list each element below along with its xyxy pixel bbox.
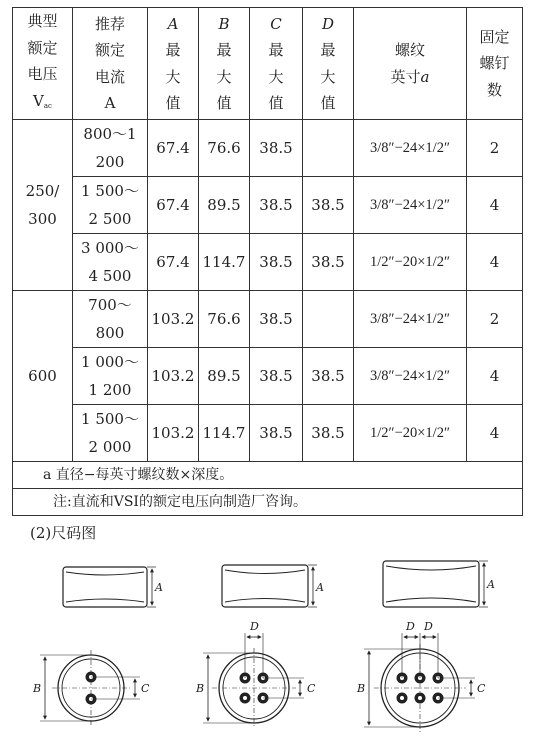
- label-b-2: B: [196, 682, 205, 695]
- header-col-a: A 最 大 值: [148, 8, 199, 120]
- thread-cell: 3/8″−24×1/2″: [354, 177, 467, 234]
- a-cell: 67.4: [148, 120, 199, 177]
- header-col-c: C 最 大 值: [250, 8, 303, 120]
- d-cell: 38.5: [303, 348, 354, 405]
- current-cell: 700～ 800: [73, 291, 148, 348]
- a-cell: 103.2: [148, 348, 199, 405]
- c-cell: 38.5: [250, 291, 303, 348]
- voltage-cell: 250/ 300: [13, 120, 73, 291]
- d-cell: 38.5: [303, 234, 354, 291]
- current-cell: 1 000～ 1 200: [73, 348, 148, 405]
- header-row: [13, 8, 523, 120]
- a-cell: 103.2: [148, 291, 199, 348]
- screws-cell: 2: [467, 291, 523, 348]
- label-a-2: A: [316, 581, 324, 594]
- top-view-2: [203, 633, 304, 728]
- section-title: (2)尺码图: [30, 524, 97, 542]
- header-current: 推荐 额定 电流 A: [73, 8, 148, 120]
- label-c-3: C: [477, 682, 486, 695]
- top-view-1: [40, 650, 140, 726]
- thread-cell: 3/8″−24×1/2″: [354, 120, 467, 177]
- screws-cell: 4: [467, 177, 523, 234]
- d-cell: 38.5: [303, 405, 354, 462]
- header-col-d: D 最 大 值: [303, 8, 354, 120]
- top-view-3: [364, 633, 475, 732]
- c-cell: 38.5: [250, 234, 303, 291]
- c-cell: 38.5: [250, 405, 303, 462]
- table-row: [13, 177, 523, 234]
- a-cell: 67.4: [148, 234, 199, 291]
- b-cell: 76.6: [199, 120, 250, 177]
- dimension-drawings: [0, 550, 533, 741]
- label-c-1: C: [141, 682, 150, 695]
- c-cell: 38.5: [250, 177, 303, 234]
- table-row: [13, 405, 523, 462]
- header-col-b: B 最 大 值: [199, 8, 250, 120]
- b-cell: 89.5: [199, 348, 250, 405]
- d-cell: 38.5: [303, 177, 354, 234]
- a-cell: 103.2: [148, 405, 199, 462]
- spec-table: [12, 7, 523, 516]
- b-cell: 114.7: [199, 234, 250, 291]
- table-note: 注:直流和VSI的额定电压向制造厂咨询。: [13, 489, 523, 516]
- label-d-2: D: [250, 620, 259, 633]
- label-d-3a: D: [406, 620, 415, 633]
- footnote: a 直径−每英寸螺纹数×深度。: [13, 462, 523, 489]
- screws-cell: 4: [467, 234, 523, 291]
- label-d-3b: D: [424, 620, 433, 633]
- table-row: [13, 234, 523, 291]
- label-c-2: C: [307, 682, 316, 695]
- b-cell: 114.7: [199, 405, 250, 462]
- voltage-cell: 600: [13, 291, 73, 462]
- current-cell: 1 500～ 2 000: [73, 405, 148, 462]
- header-thread: 螺纹 英寸a: [354, 8, 467, 120]
- b-cell: 89.5: [199, 177, 250, 234]
- header-voltage: 典型 额定 电压 $V_{ac}$: [13, 8, 73, 120]
- screws-cell: 2: [467, 120, 523, 177]
- c-cell: 38.5: [250, 348, 303, 405]
- d-cell: [303, 120, 354, 177]
- thread-cell: 3/8″−24×1/2″: [354, 348, 467, 405]
- thread-cell: 1/2″−20×1/2″: [354, 405, 467, 462]
- side-view-3: [383, 561, 488, 607]
- label-b-1: B: [33, 682, 42, 695]
- side-view-2: [222, 565, 317, 607]
- table-row: [13, 291, 523, 348]
- current-cell: 800～1 200: [73, 120, 148, 177]
- table-row: [13, 348, 523, 405]
- d-cell: [303, 291, 354, 348]
- table-row: [13, 120, 523, 177]
- footnote-row: [13, 462, 523, 489]
- b-cell: 76.6: [199, 291, 250, 348]
- screws-cell: 4: [467, 348, 523, 405]
- screws-cell: 4: [467, 405, 523, 462]
- thread-cell: 1/2″−20×1/2″: [354, 234, 467, 291]
- side-view-1: [63, 567, 156, 607]
- current-cell: 3 000～ 4 500: [73, 234, 148, 291]
- current-cell: 1 500～ 2 500: [73, 177, 148, 234]
- c-cell: 38.5: [250, 120, 303, 177]
- note-row: [13, 489, 523, 516]
- label-b-3: B: [357, 682, 366, 695]
- a-cell: 67.4: [148, 177, 199, 234]
- header-screws: 固定 螺钉 数: [467, 8, 523, 120]
- label-a-1: A: [155, 581, 163, 594]
- label-a-3: A: [487, 578, 495, 591]
- thread-cell: 3/8″−24×1/2″: [354, 291, 467, 348]
